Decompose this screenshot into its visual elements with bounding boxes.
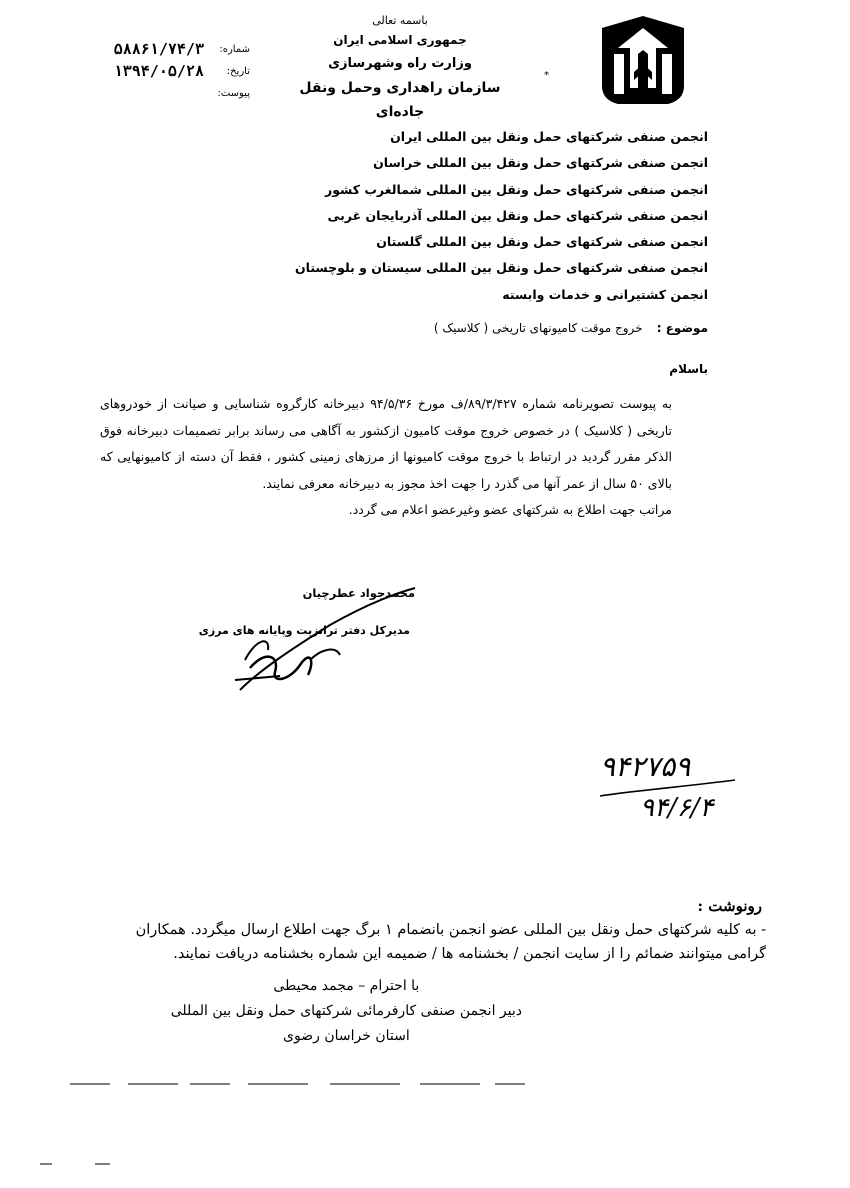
subject-label: موضوع : <box>656 321 708 335</box>
cc-closing: با احترام – مجمد محیطی <box>273 978 420 994</box>
body-paragraph: مراتب جهت اطلاع به شرکتهای عضو وغیرعضو اعلام می گردد. <box>348 502 672 517</box>
handwritten-underline <box>590 760 740 840</box>
cc-line: گرامی میتوانند ضمائم را از سایت انجمن / بخشنامه ها / ضمیمه این شماره بخشنامه دریافت نمایند. <box>173 946 766 962</box>
recipient-item: انجمن صنفی شرکتهای حمل ونقل بین المللی ایران <box>390 129 708 144</box>
recipient-item: انجمن صنفی شرکتهای حمل ونقل بین المللی سیستان و بلوچستان <box>294 260 708 276</box>
cc-body <box>86 918 766 966</box>
recipients-list <box>268 124 708 308</box>
cc-title: رونوشت : <box>697 897 762 915</box>
header-mark: * <box>544 70 549 81</box>
letter-metadata <box>100 38 250 104</box>
handwritten-signature <box>220 580 420 700</box>
letter-body <box>100 391 710 524</box>
handwritten-registration-date: ۹۴/۶/۴ <box>640 793 714 823</box>
cc-signer-region: استان خراسان رضوی <box>283 1028 410 1044</box>
letterhead-ministry: وزارت راه وشهرسازی <box>328 56 472 71</box>
subject-line <box>434 321 708 335</box>
date-value: ۱۳۹۴/۰۵/۲۸ <box>113 62 204 80</box>
invocation: باسمه تعالی <box>372 14 428 27</box>
road-maintenance-organization-logo <box>598 14 688 106</box>
body-paragraph: به پیوست تصویرنامه شماره ۸۹/۳/۴۲۷/ف مورخ ۹۴/۵/۳۶ دبیرخانه کارگروه شناسایی و صیانت از خودروهای تاریخی ( کلاسیک ) در خصوص خروج موقت کامیون ازکشور به آگاهی می رساند برابر تصمیمات دبیرخانه فوق الذکر مقرر گردید در ارتباط با خروج موقت کامیونها از مرزهای زمینی کشور ، فقط آن دسته از کامیونهایی که بالای ۵۰ سال از عمر آنها می گذرد را جهت اخذ مجوز به دبیرخانه معرفی نمایند. <box>100 396 673 491</box>
date-label: تاریخ: <box>226 65 250 77</box>
attachment-label: پیوست: <box>217 87 250 99</box>
recipient-item: انجمن صنفی شرکتهای حمل ونقل بین المللی آذربایجان غربی <box>327 207 708 223</box>
letterhead <box>290 14 510 124</box>
letterhead-organization: سازمان راهداری وحمل ونقل جاده‌ای <box>299 80 501 120</box>
recipient-item: انجمن صنفی شرکتهای حمل ونقل بین المللی شمالغرب کشور <box>325 181 708 197</box>
signatory-title: مدیرکل دفتر ترانزیت وپایانه های مرزی <box>198 624 410 637</box>
cc-line: - به کلیه شرکتهای حمل ونقل بین المللی عضو انجمن بانضمام ۱ برگ جهت اطلاع ارسال میگردد. همکاران <box>135 922 766 938</box>
footer-mark <box>40 1160 120 1168</box>
footer-divider <box>70 1080 530 1088</box>
recipient-item: انجمن صنفی شرکتهای حمل ونقل بین المللی گلستان <box>376 234 708 250</box>
recipient-item: انجمن صنفی شرکتهای حمل ونقل بین المللی خراسان <box>373 155 708 171</box>
greeting: باسلام <box>669 362 708 376</box>
number-label: شماره: <box>219 43 250 55</box>
subject-text: خروج موقت کامیونهای تاریخی ( کلاسیک ) <box>433 321 643 335</box>
number-value: ۵۸۸۶۱/۷۴/۳ <box>113 40 204 58</box>
recipient-item: انجمن کشتیرانی و خدمات وابسته <box>502 286 708 302</box>
signatory-name: محمدجواد عطرچیان <box>302 586 415 600</box>
letterhead-country: جمهوری اسلامی ایران <box>333 33 467 47</box>
cc-signature-block <box>171 974 522 1049</box>
cc-signer-title: دبیر انجمن صنفی کارفرمائی شرکتهای حمل ونقل بین المللی <box>170 1003 522 1019</box>
handwritten-registration-number: ۹۴۲۷۵۹ <box>600 750 691 783</box>
